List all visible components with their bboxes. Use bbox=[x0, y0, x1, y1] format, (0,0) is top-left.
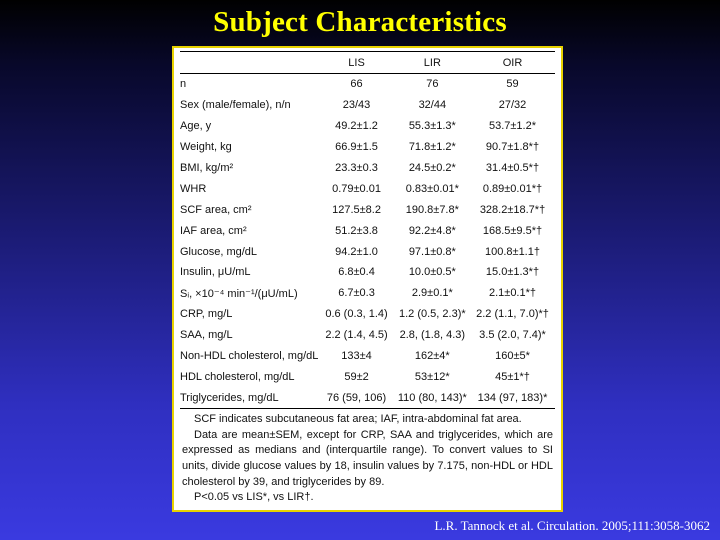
row-label: Sex (male/female), n/n bbox=[180, 99, 291, 112]
value-lir: 97.1±0.8* bbox=[408, 245, 456, 258]
header-cell-lir: LIR bbox=[395, 52, 470, 74]
value-lis: 0.6 (0.3, 1.4) bbox=[325, 308, 388, 321]
value-oir: 45±1*† bbox=[495, 370, 530, 383]
value-lis: 94.2±1.0 bbox=[335, 245, 378, 258]
value-lis: 59±2 bbox=[344, 370, 369, 383]
row-label: Insulin, μU/mL bbox=[180, 266, 251, 279]
row-label: SCF area, cm² bbox=[180, 203, 252, 216]
value-lis: 66 bbox=[350, 78, 363, 91]
row-label: Non-HDL cholesterol, mg/dL bbox=[180, 350, 319, 363]
table-row bbox=[180, 366, 555, 387]
row-label: Triglycerides, mg/dL bbox=[180, 387, 318, 408]
citation: L.R. Tannock et al. Circulation. 2005;111:3058-3062 bbox=[434, 518, 710, 533]
table-row bbox=[180, 304, 555, 325]
table-footnotes bbox=[180, 409, 555, 506]
value-lis: 6.7±0.3 bbox=[338, 287, 375, 300]
row-label: Sᵢ, ×10⁻⁴ min⁻¹/(μU/mL) bbox=[180, 287, 298, 300]
table-row bbox=[180, 220, 555, 241]
value-lir: 190.8±7.8* bbox=[405, 203, 459, 216]
value-oir: 100.8±1.1† bbox=[485, 245, 540, 258]
value-lir: 1.2 (0.5, 2.3)* bbox=[399, 308, 466, 321]
table-row bbox=[180, 95, 555, 116]
value-lir: 53±12* bbox=[414, 370, 450, 383]
value-lir: 24.5±0.2* bbox=[408, 162, 456, 174]
row-label: WHR bbox=[180, 182, 207, 195]
value-oir: 3.5 (2.0, 7.4)* bbox=[479, 329, 546, 342]
header-cell-oir: OIR bbox=[470, 52, 555, 74]
table-row bbox=[180, 178, 555, 199]
table-header-row bbox=[180, 52, 555, 74]
value-oir: 2.2 (1.1, 7.0)*† bbox=[476, 308, 549, 321]
table-row bbox=[180, 387, 555, 408]
value-lir: 32/44 bbox=[418, 99, 447, 112]
value-lir: 2.9±0.1* bbox=[411, 287, 453, 300]
value-lis: 49.2±1.2 bbox=[335, 120, 378, 133]
row-label: CRP, mg/L bbox=[180, 308, 233, 321]
row-label: SAA, mg/L bbox=[180, 329, 233, 342]
value-oir: 2.1±0.1*† bbox=[488, 287, 537, 300]
row-label: BMI, kg/m² bbox=[180, 162, 234, 174]
table-row bbox=[180, 158, 555, 179]
table-row bbox=[180, 346, 555, 367]
value-lis: 23.3±0.3 bbox=[335, 162, 378, 174]
value-oir: 160±5* bbox=[495, 350, 530, 363]
value-lir: 2.8, (1.8, 4.3) bbox=[399, 329, 466, 342]
value-oir: 328.2±18.7*† bbox=[479, 203, 546, 216]
value-lir: 10.0±0.5* bbox=[408, 266, 456, 279]
value-lis: 23/43 bbox=[342, 99, 371, 112]
value-oir: 0.89±0.01*† bbox=[482, 182, 543, 195]
value-oir: 168.5±9.5*† bbox=[482, 224, 543, 237]
value-oir: 27/32 bbox=[498, 99, 527, 112]
table-row bbox=[180, 325, 555, 346]
value-lir: 71.8±1.2* bbox=[408, 141, 456, 154]
value-oir: 31.4±0.5*† bbox=[485, 162, 540, 174]
characteristics-table bbox=[180, 51, 555, 409]
table-row bbox=[180, 199, 555, 220]
characteristics-table-panel bbox=[172, 46, 563, 512]
header-cell-lis: LIS bbox=[318, 52, 394, 74]
table-row bbox=[180, 116, 555, 137]
value-lir: 76 bbox=[426, 78, 439, 91]
value-oir: 59 bbox=[506, 78, 519, 91]
value-oir: 134 (97, 183)* bbox=[470, 387, 555, 408]
table-row bbox=[180, 262, 555, 283]
header-cell-label bbox=[180, 52, 318, 74]
table-row bbox=[180, 137, 555, 158]
value-lis: 127.5±8.2 bbox=[332, 203, 381, 216]
value-lis: 51.2±3.8 bbox=[335, 224, 378, 237]
table-row bbox=[180, 74, 555, 95]
value-oir: 15.0±1.3*† bbox=[485, 266, 540, 279]
row-label: Weight, kg bbox=[180, 141, 232, 154]
value-lir: 0.83±0.01* bbox=[405, 182, 459, 195]
footnote-abbreviations: SCF indicates subcutaneous fat area; IAF, intra-abdominal fat area. bbox=[194, 413, 522, 426]
value-lis: 76 (59, 106) bbox=[318, 387, 394, 408]
table-row bbox=[180, 283, 555, 304]
footnote-significance: P<0.05 vs LIS*, vs LIR†. bbox=[194, 491, 314, 504]
value-lir: 55.3±1.3* bbox=[408, 120, 456, 133]
row-label: n bbox=[180, 78, 187, 91]
value-lir: 92.2±4.8* bbox=[408, 224, 456, 237]
row-label: IAF area, cm² bbox=[180, 224, 247, 237]
value-lis: 6.8±0.4 bbox=[338, 266, 375, 279]
value-lis: 66.9±1.5 bbox=[335, 141, 378, 154]
value-lis: 0.79±0.01 bbox=[332, 182, 381, 195]
slide-title: Subject Characteristics bbox=[213, 6, 507, 38]
value-lir: 110 (80, 143)* bbox=[395, 387, 470, 408]
row-label: HDL cholesterol, mg/dL bbox=[180, 370, 295, 383]
value-oir: 90.7±1.8*† bbox=[485, 141, 540, 154]
footnote-data-description: Data are mean±SEM, except for CRP, SAA and triglycerides, which are expressed as medians and (interquartile range). To convert values to SI units, divide glucose values by 18, insulin values by 7.175, non-HDL or HDL cholesterol by 39, and triglycerides by 89. bbox=[182, 428, 553, 488]
value-lis: 133±4 bbox=[341, 350, 372, 363]
row-label: Age, y bbox=[180, 120, 212, 133]
row-label: Glucose, mg/dL bbox=[180, 245, 258, 258]
value-lis: 2.2 (1.4, 4.5) bbox=[325, 329, 388, 342]
value-lir: 162±4* bbox=[414, 350, 450, 363]
value-oir: 53.7±1.2* bbox=[488, 120, 537, 133]
table-row bbox=[180, 241, 555, 262]
